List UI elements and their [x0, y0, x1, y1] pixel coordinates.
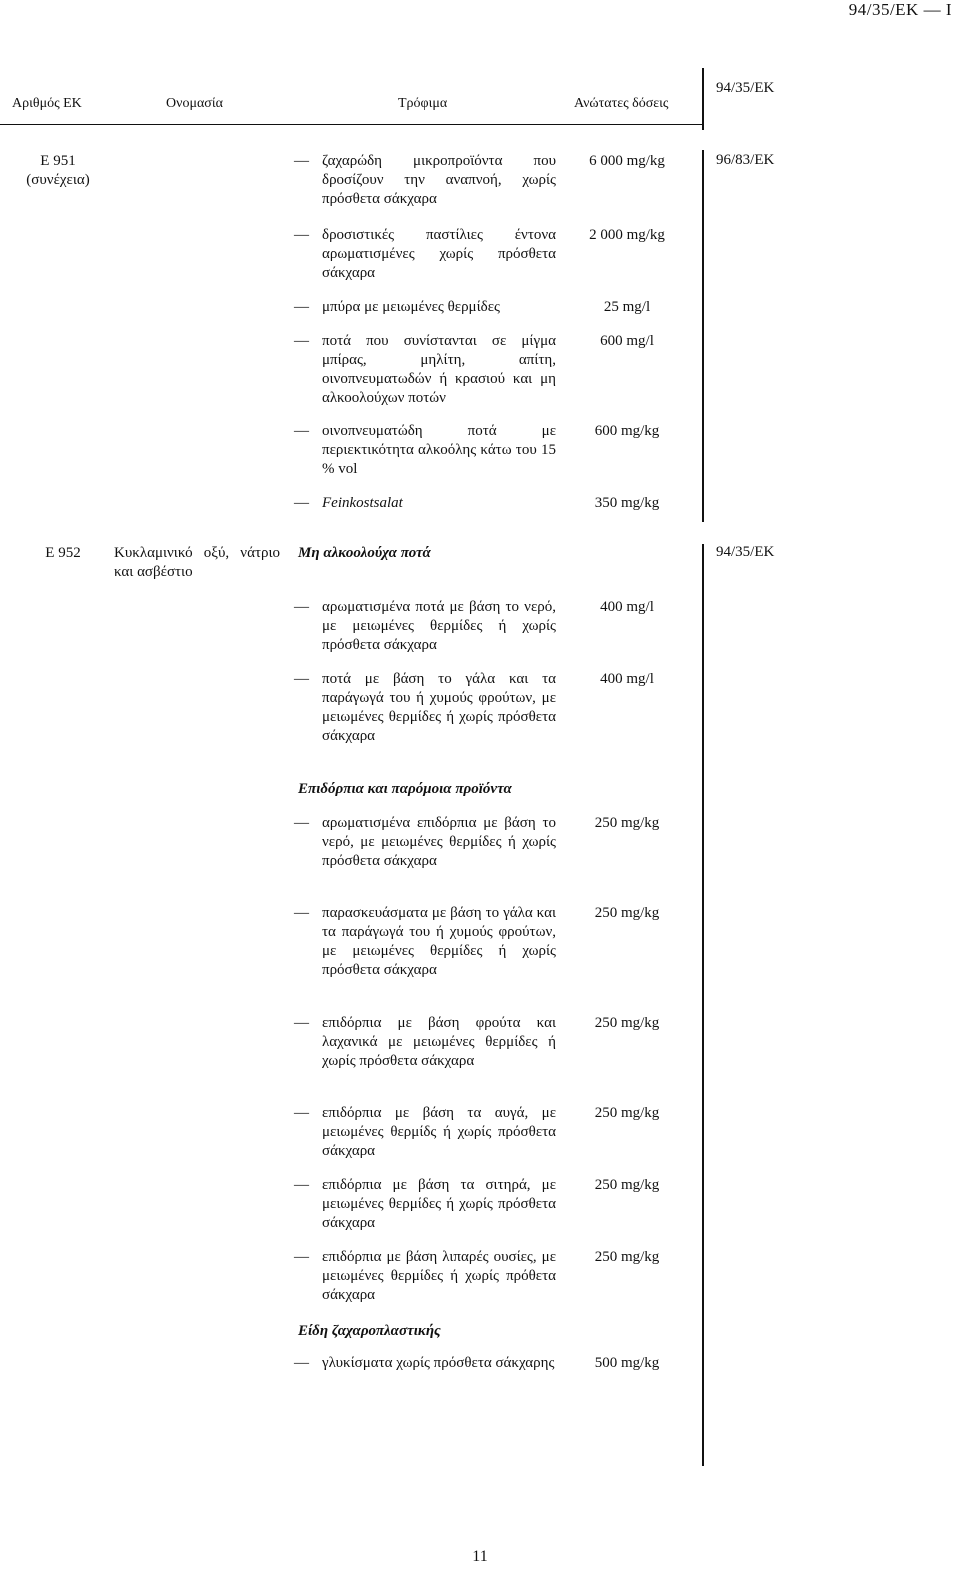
e952-dose: 500 mg/kg — [594, 1355, 660, 1371]
e952-dose: 250 mg/kg — [594, 1249, 660, 1265]
e951-dose: 2 000 mg/kg — [589, 227, 665, 243]
e952-item: — παρασκευάσματα με βάση το γάλα και τα παράγωγά του ή χυμούς φρούτων, με μειωμένες θερμίδες ή χωρίς πρόσθετα σάκχαρα — [294, 905, 556, 978]
header-divider — [0, 124, 702, 125]
e951-item: — ποτά που συνίστανται σε μίγμα μπίρας, μηλίτη, απίτη, οινοπνευματωδών ή κρασιού και μη αλκοολούχων ποτών — [294, 333, 556, 406]
section-heading: Είδη ζαχαροπλαστικής — [298, 1323, 441, 1339]
column-header-name: Ονομασία — [166, 96, 223, 111]
e952-directive: 94/35/ΕΚ — [716, 544, 775, 560]
column-header-directive: 94/35/ΕΚ — [716, 80, 775, 96]
e952-dose: 250 mg/kg — [594, 1015, 660, 1031]
e952-dose: 400 mg/l — [600, 671, 654, 687]
e952-dose: 250 mg/kg — [594, 1177, 660, 1193]
e952-dose: 250 mg/kg — [594, 1105, 660, 1121]
e951-dose: 350 mg/kg — [594, 495, 660, 511]
e951-item: — δροσιστικές παστίλιες έντονα αρωματισμένες χωρίς πρόσθετα σάκχαρα — [294, 227, 556, 281]
e951-number: Ε 951 (συνέχεια) — [26, 153, 90, 188]
e951-dose: 6 000 mg/kg — [589, 153, 665, 169]
e951-item: — Feinkostsalat — [294, 495, 403, 511]
column-header-max-dose: Ανώτατες δόσεις — [574, 96, 669, 111]
header-column-rule — [702, 68, 704, 130]
e952-dose: 250 mg/kg — [594, 815, 660, 831]
e952-item: — ποτά με βάση το γάλα και τα παράγωγά του ή χυμούς φρούτων, με μειωμένες θερμίδες ή χωρίς πρόσθετα σάκχαρα — [294, 671, 556, 744]
e952-item: — επιδόρπια με βάση λιπαρές ουσίες, με μειωμένες θερμίδες ή χωρίς πρόθετα σάκχαρα — [294, 1249, 556, 1303]
e951-dose: 25 mg/l — [603, 299, 651, 315]
e952-item: — επιδόρπια με βάση τα αυγά, με μειωμένες θερμίδς ή χωρίς πρόσθετα σάκχαρα — [294, 1105, 556, 1159]
e952-item: — επιδόρπια με βάση τα σιτηρά, με μειωμένες θερμίδες ή χωρίς πρόσθετα σάκχαρα — [294, 1177, 556, 1231]
e951-column-rule — [702, 150, 704, 522]
e952-item: — επιδόρπια με βάση φρούτα και λαχανικά με μειωμένες θερμίδες ή χωρίς πρόσθετα σάκχαρα — [294, 1015, 556, 1069]
e952-number: Ε 952 — [45, 545, 81, 561]
page-number: 11 — [472, 1548, 488, 1565]
e951-item: — μπύρα με μειωμένες θερμίδες — [294, 299, 500, 315]
column-header-ec-number: Αριθμός ΕΚ — [12, 96, 82, 111]
e951-item: — ζαχαρώδη μικροπροϊόντα που δροσίζουν την αναπνοή, χωρίς πρόσθετα σάκχαρα — [294, 153, 556, 207]
section-heading: Επιδόρπια και παρόμοια προϊόντα — [298, 781, 512, 797]
section-heading: Μη αλκοολούχα ποτά — [298, 545, 431, 561]
e951-dose: 600 mg/kg — [594, 423, 660, 439]
e952-item: — αρωματισμένα επιδόρπια με βάση το νερό, με μειωμένες θερμίδες ή χωρίς πρόσθετα σάκχαρα — [294, 815, 556, 869]
e952-dose: 250 mg/kg — [594, 905, 660, 921]
running-header: 94/35/ΕΚ — I — [848, 0, 952, 19]
e952-name: Κυκλαμινικό οξύ, νάτριο και ασβέστιο — [114, 545, 280, 580]
e952-dose: 400 mg/l — [600, 599, 654, 615]
e952-item: — αρωματισμένα ποτά με βάση το νερό, με μειωμένες θερμίδες ή χωρίς πρόσθετα σάκχαρα — [294, 599, 556, 653]
e952-column-rule — [702, 544, 704, 1466]
e952-item: — γλυκίσματα χωρίς πρόσθετα σάκχαρης — [294, 1355, 555, 1371]
column-header-food: Τρόφιμα — [398, 96, 448, 111]
e951-directive: 96/83/ΕΚ — [716, 152, 775, 168]
e951-item: — οινοπνευματώδη ποτά με περιεκτικότητα αλκοόλης κάτω του 15 % vol — [294, 423, 556, 477]
e951-dose: 600 mg/l — [600, 333, 654, 349]
